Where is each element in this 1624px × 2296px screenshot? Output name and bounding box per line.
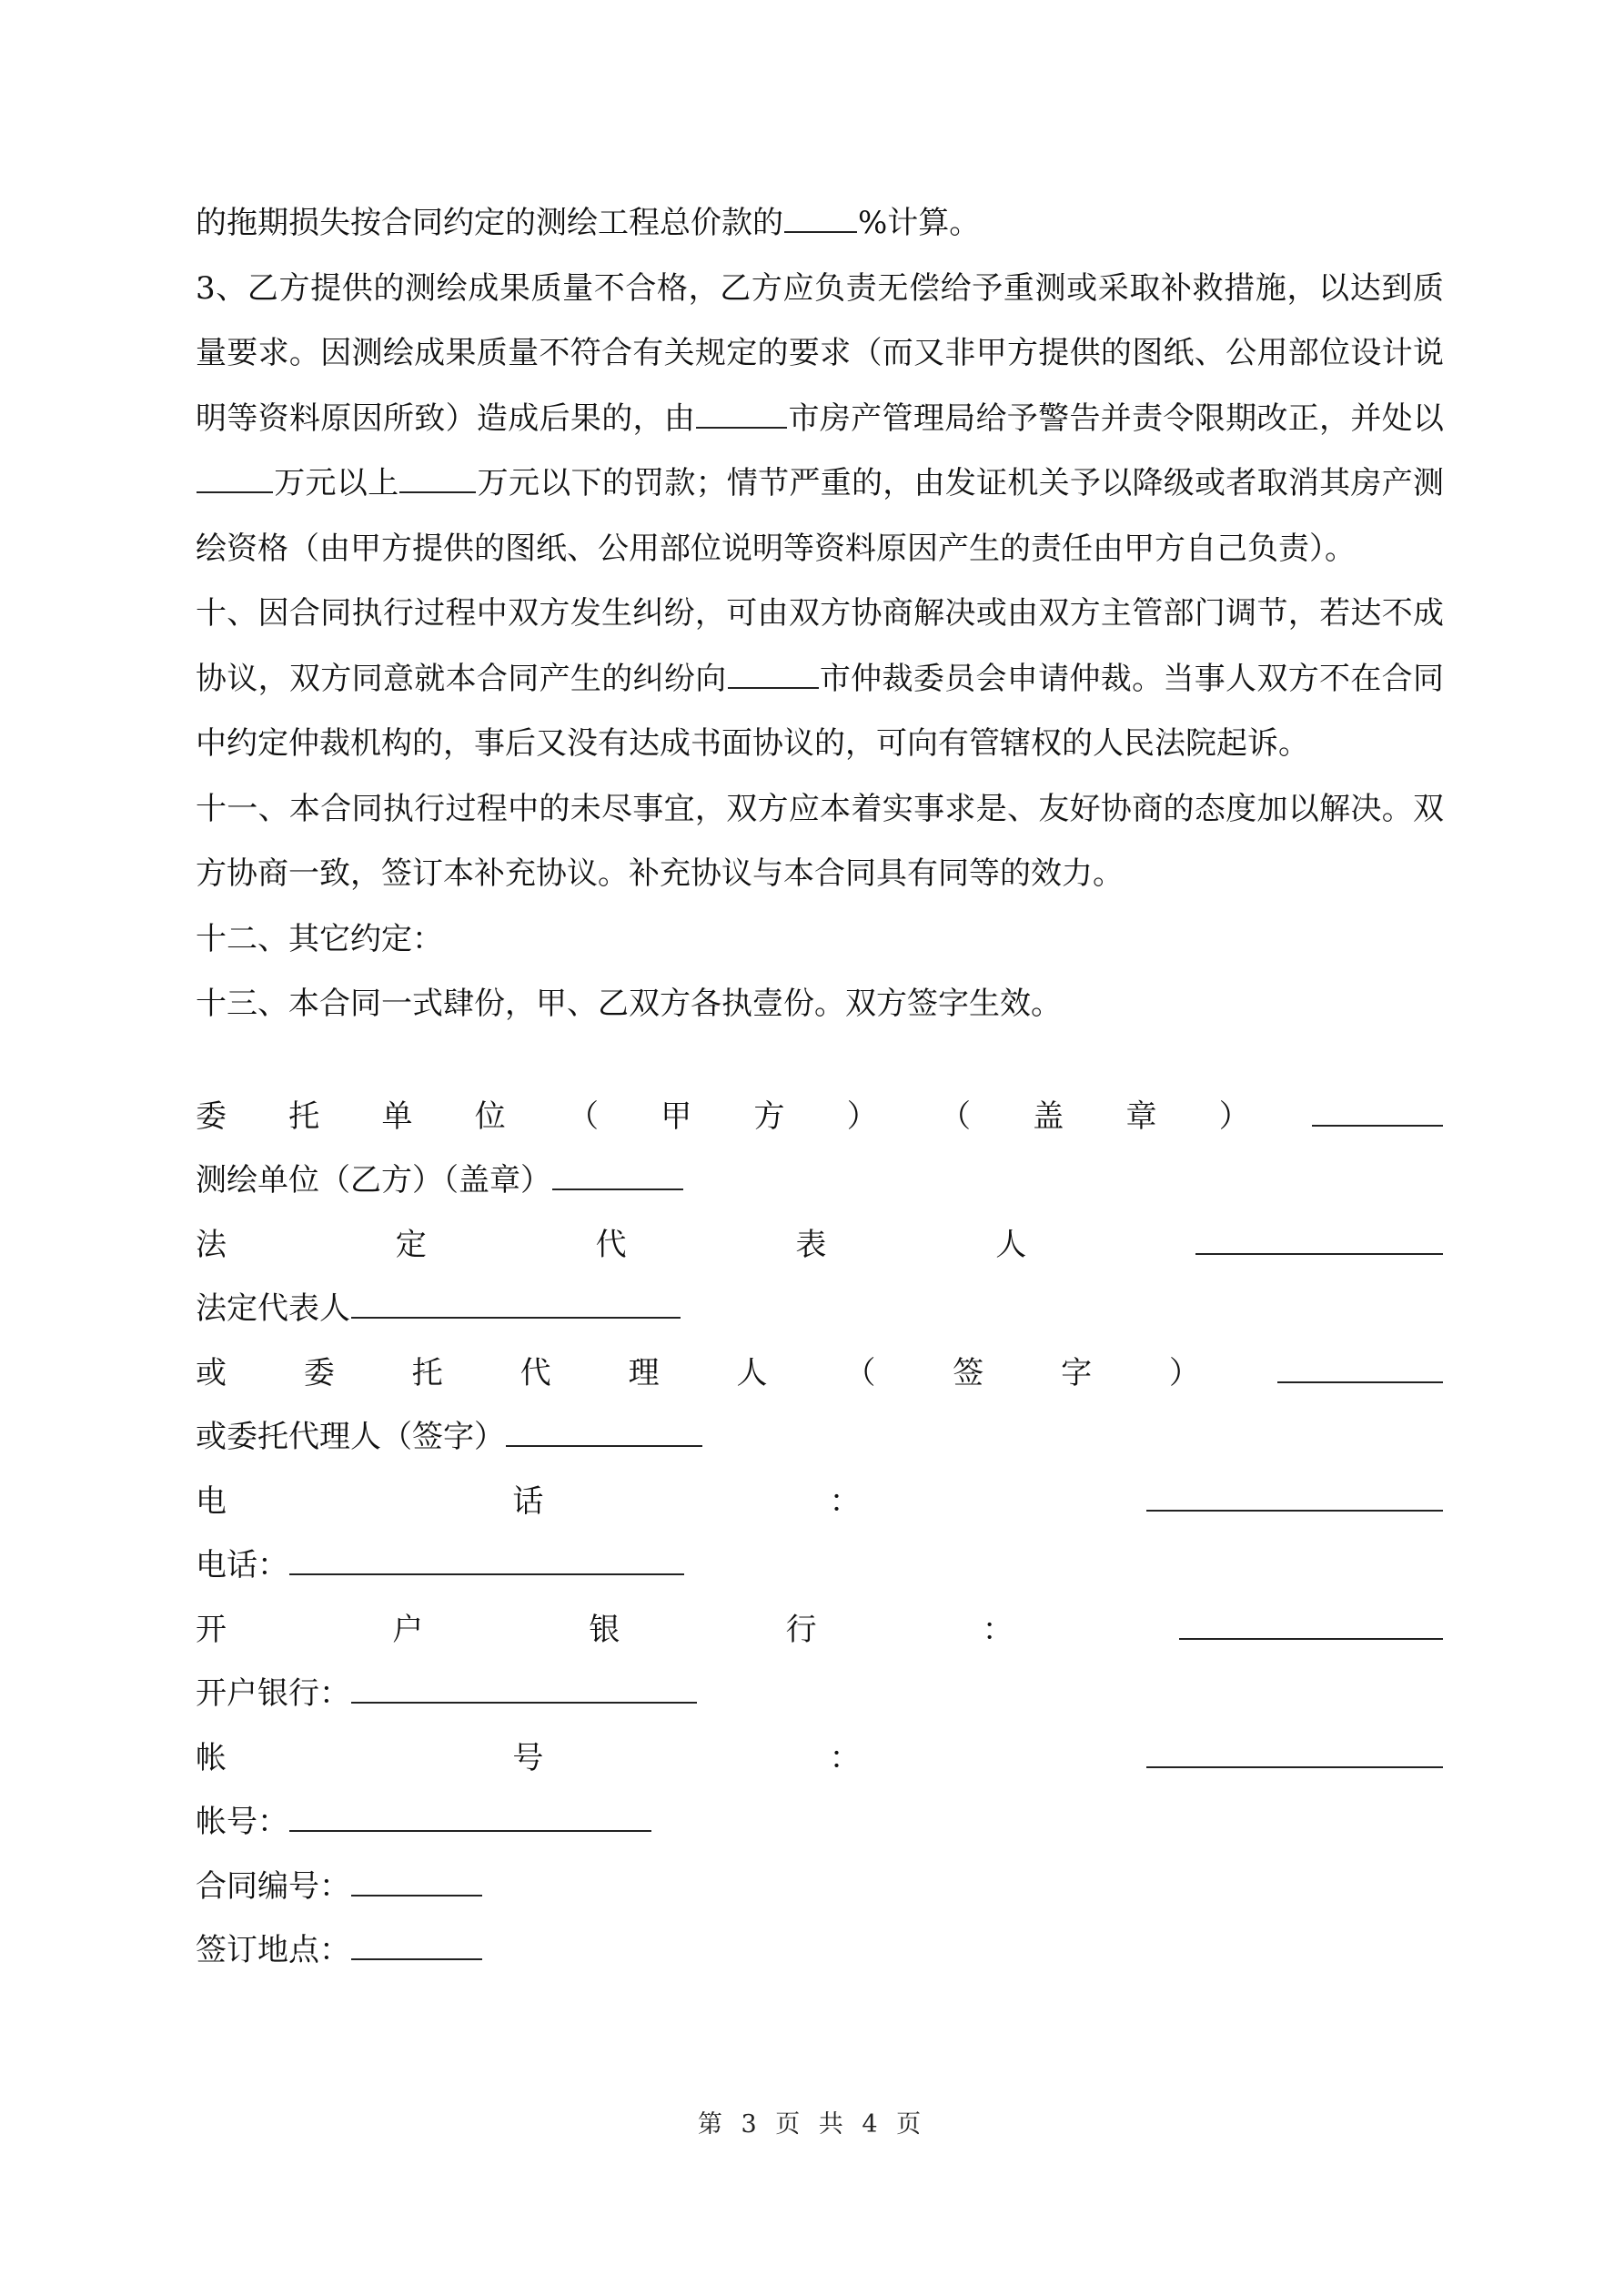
bank-b-field[interactable] xyxy=(351,1674,697,1704)
arbitration-city-blank-field[interactable] xyxy=(728,660,819,689)
account-b-row xyxy=(196,1790,1444,1855)
agent-b-label: 或委托代理人（签字） xyxy=(196,1419,505,1455)
label-char: 银 xyxy=(589,1611,620,1648)
clause-11-matters: 十一、本合同执行过程中的未尽事宜，双方应本着实事求是、友好协商的态度加以解决。双方协商一致，签订本补充协议。补充协议与本合同具有同等的效力。 xyxy=(196,790,1444,892)
contract-number-field[interactable] xyxy=(351,1867,482,1896)
agent-b-row xyxy=(196,1405,1444,1470)
label-char: ） xyxy=(846,1097,878,1135)
legal-rep-b-label: 法定代表人 xyxy=(196,1290,350,1327)
sign-place-row xyxy=(196,1918,1444,1983)
label-char: 委 xyxy=(303,1354,335,1391)
fine-min-blank-field[interactable] xyxy=(197,464,273,493)
label-char: 托 xyxy=(288,1097,320,1135)
fine-max-blank-field[interactable] xyxy=(399,464,476,493)
label-char: ： xyxy=(829,1739,861,1776)
label-char: 或 xyxy=(196,1354,227,1391)
clause-13-copies: 十三、本合同一式肆份，甲、乙双方各执壹份。双方签字生效。 xyxy=(196,986,1062,1022)
party-b-seal-field[interactable] xyxy=(552,1161,683,1190)
label-char: 签 xyxy=(953,1354,984,1391)
label-char: ） xyxy=(1218,1097,1250,1135)
party-b-seal-label: 测绘单位（乙方）（盖章） xyxy=(196,1162,551,1199)
label-char: （ xyxy=(568,1097,599,1135)
label-char: （ xyxy=(844,1354,876,1391)
phone-a-row xyxy=(196,1470,1444,1534)
label-char: 委 xyxy=(196,1097,227,1135)
label-char: 代 xyxy=(595,1226,627,1263)
label-char: 户 xyxy=(392,1611,424,1648)
label-char: 字 xyxy=(1061,1354,1093,1391)
legal-rep-a-row xyxy=(196,1213,1444,1278)
bank-a-row xyxy=(196,1598,1444,1663)
label-char: （ xyxy=(940,1097,971,1135)
legal-rep-a-field[interactable] xyxy=(1195,1226,1443,1255)
party-a-seal-row xyxy=(196,1085,1444,1149)
clause-3-quality xyxy=(196,257,1444,582)
label-char: 托 xyxy=(411,1354,443,1391)
legal-rep-b-row xyxy=(196,1277,1444,1341)
phone-b-field[interactable] xyxy=(289,1546,684,1575)
label-char: 盖 xyxy=(1033,1097,1064,1135)
party-a-seal-field[interactable] xyxy=(1312,1097,1443,1127)
label-char: 定 xyxy=(395,1226,427,1263)
contract-number-label: 合同编号： xyxy=(196,1867,350,1905)
bank-b-label: 开户银行： xyxy=(196,1675,350,1712)
text-segment: 十、因合同执行过程中双方发生纠纷，可由双方协商解决或由双方主管部门调节，若达不成协议，双方同意就本合同产生的纠纷向 xyxy=(196,595,1444,697)
label-char: ） xyxy=(1169,1354,1201,1391)
page-number-footer: 第 3 页 共 4 页 xyxy=(697,2110,927,2139)
text-segment: 的拖期损失按合同约定的测绘工程总价款的 xyxy=(196,205,783,241)
account-b-field[interactable] xyxy=(289,1803,651,1832)
label-char: 法 xyxy=(196,1226,227,1263)
text-segment: 3、乙方提供的测绘成果质量不合格，乙方应负责无偿给予重测或采取补救措施，以达到质量要求。因测绘成果质量不符合有关规定的要求（而又非甲方提供的图纸、公用部位设计说明等资料原因所致）造成后果的，由 xyxy=(196,269,1444,437)
label-char: 甲 xyxy=(661,1097,692,1135)
clause-12-other: 十二、其它约定： xyxy=(196,920,443,957)
agent-a-signature-field[interactable] xyxy=(1277,1354,1443,1383)
label-char: 号 xyxy=(512,1739,544,1776)
label-char: 代 xyxy=(519,1354,551,1391)
label-char: 电 xyxy=(196,1482,227,1520)
agent-b-signature-field[interactable] xyxy=(506,1418,702,1447)
agent-a-row xyxy=(196,1341,1444,1406)
phone-b-row xyxy=(196,1533,1444,1598)
percent-blank-field[interactable] xyxy=(784,204,857,233)
bank-a-field[interactable] xyxy=(1179,1611,1443,1640)
label-char: 理 xyxy=(628,1354,660,1391)
phone-b-label: 电话： xyxy=(196,1547,288,1583)
label-char: 方 xyxy=(753,1097,785,1135)
label-char: 话 xyxy=(512,1482,544,1520)
paragraph-delay-penalty xyxy=(196,191,1444,257)
legal-rep-b-field[interactable] xyxy=(351,1290,681,1319)
label-char: ： xyxy=(829,1482,861,1520)
text-segment: %计算。 xyxy=(858,205,981,241)
label-char: 帐 xyxy=(196,1739,227,1776)
text-segment: 市房产管理局给予警告并责令限期改正，并处以 xyxy=(788,400,1445,437)
label-char: 行 xyxy=(785,1611,817,1648)
label-char: 人 xyxy=(736,1354,768,1391)
bank-b-row xyxy=(196,1662,1444,1726)
text-segment: 市仲裁委员会申请仲裁。当事人双方不在合同中约定仲裁机构的，事后又没有达成书面协议的，可向有管辖权的人民法院起诉。 xyxy=(196,660,1445,762)
city-blank-field[interactable] xyxy=(696,400,787,429)
label-char: 位 xyxy=(474,1097,506,1135)
clause-10-disputes xyxy=(196,582,1444,777)
document-page xyxy=(196,191,1444,1983)
account-b-label: 帐号： xyxy=(196,1804,288,1840)
account-a-row xyxy=(196,1726,1444,1791)
label-char: ： xyxy=(982,1611,1014,1648)
label-char: 章 xyxy=(1125,1097,1157,1135)
account-a-field[interactable] xyxy=(1146,1739,1443,1768)
contract-number-row xyxy=(196,1855,1444,1919)
text-segment: 万元以下的罚款；情节严重的，由发证机关予以降级或者取消其房产测绘资格（由甲方提供的图纸、公用部位说明等资料原因产生的责任由甲方自己负责）。 xyxy=(196,465,1444,567)
party-b-seal-row xyxy=(196,1148,1444,1213)
label-char: 人 xyxy=(995,1226,1027,1263)
label-char: 开 xyxy=(196,1611,227,1648)
phone-a-field[interactable] xyxy=(1146,1482,1443,1512)
sign-place-label: 签订地点： xyxy=(196,1932,350,1968)
label-char: 单 xyxy=(381,1097,413,1135)
label-char: 表 xyxy=(795,1226,827,1263)
sign-place-field[interactable] xyxy=(351,1931,482,1960)
text-segment: 万元以上 xyxy=(274,465,399,501)
